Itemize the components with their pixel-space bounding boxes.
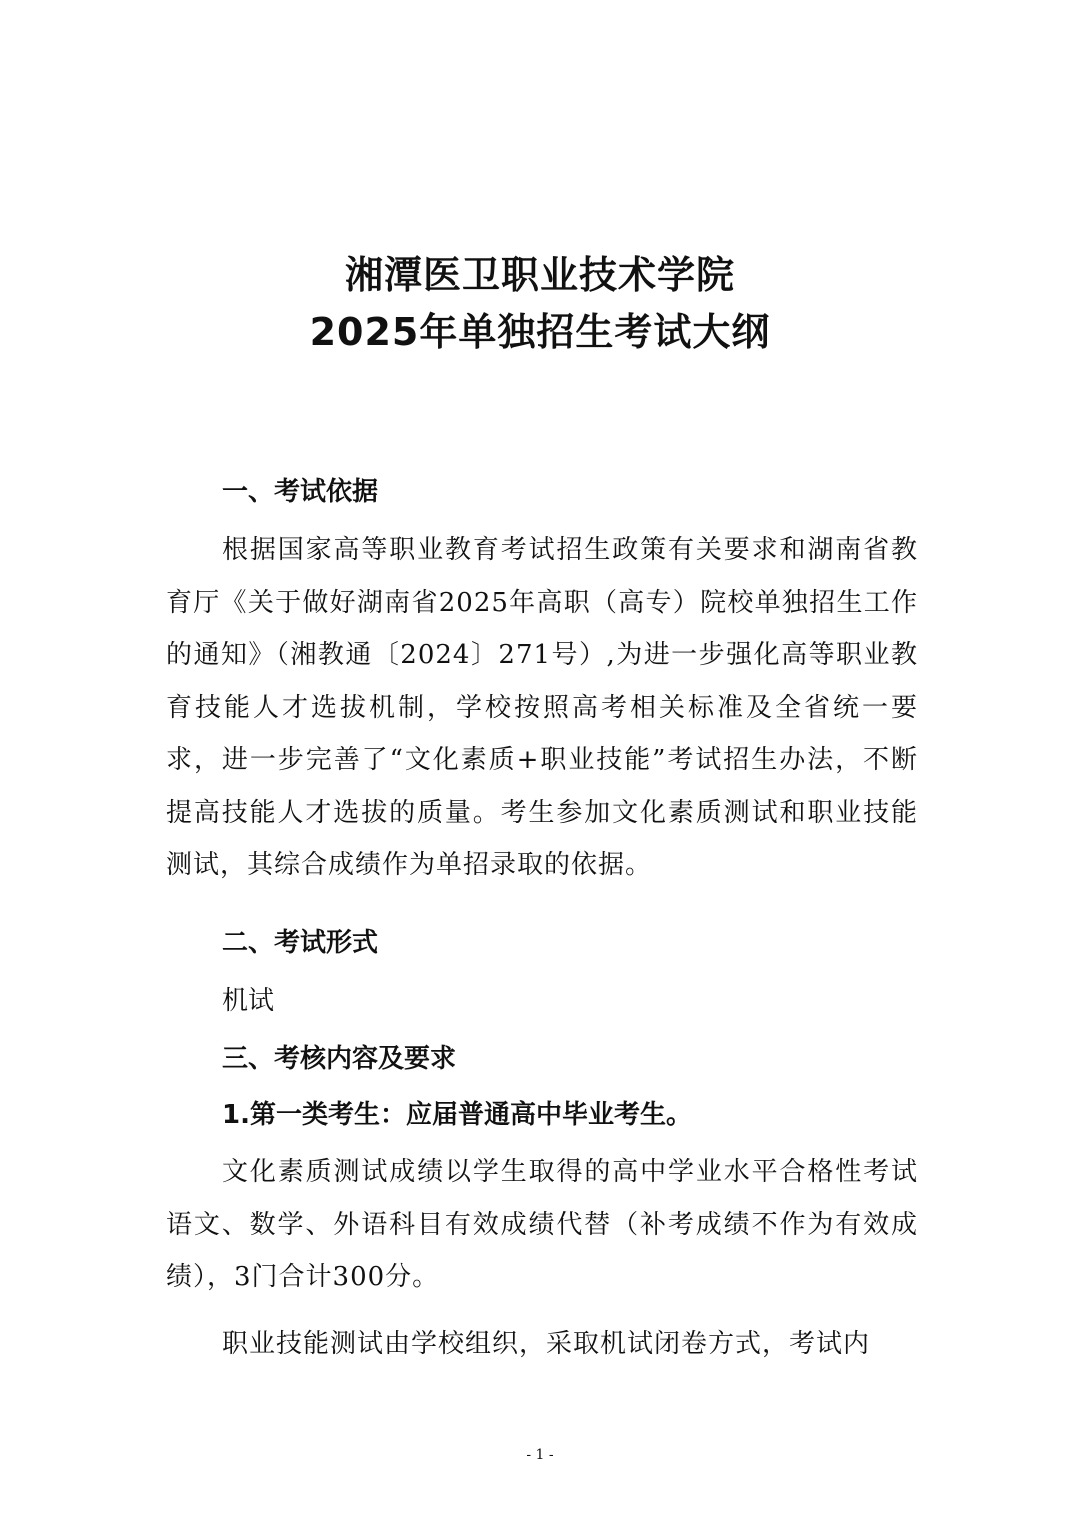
- section-heading-basis: 一、考试依据: [222, 477, 379, 507]
- document-title-line1: 湘潭医卫职业技术学院: [344, 253, 735, 297]
- document-title-line2: 2025年单独招生考试大纲: [309, 310, 771, 354]
- paragraph-culture-test: 文化素质测试成绩以学生取得的高中学业水平合格性考试语文、数学、外语科目有效成绩代替（补考成绩不作为有效成绩），3门合计300分。: [166, 1157, 918, 1292]
- section-heading-content: 三、考核内容及要求: [222, 1044, 457, 1074]
- subsection-heading-first-category: 1.第一类考生：应届普通高中毕业考生。: [222, 1100, 692, 1130]
- section-body-format: 机试: [222, 986, 275, 1016]
- page-number: - 1 -: [526, 1447, 554, 1463]
- section-heading-format: 二、考试形式: [222, 928, 379, 958]
- section-body-basis: 根据国家高等职业教育考试招生政策有关要求和湖南省教育厅《关于做好湖南省2025年高职（高专）院校单独招生工作的通知》（湘教通〔2024〕271号）,为进一步强化高等职业教育技能人才选拔机制，学校按照高考相关标准及全省统一要求，进一步完善了“文化素质+职业技能”考试招生办法，不断提高技能人才选拔的质量。考生参加文化素质测试和职业技能测试，其综合成绩作为单招录取的依据。: [166, 535, 918, 880]
- paragraph-skill-test: 职业技能测试由学校组织，采取机试闭卷方式，考试内: [222, 1329, 871, 1359]
